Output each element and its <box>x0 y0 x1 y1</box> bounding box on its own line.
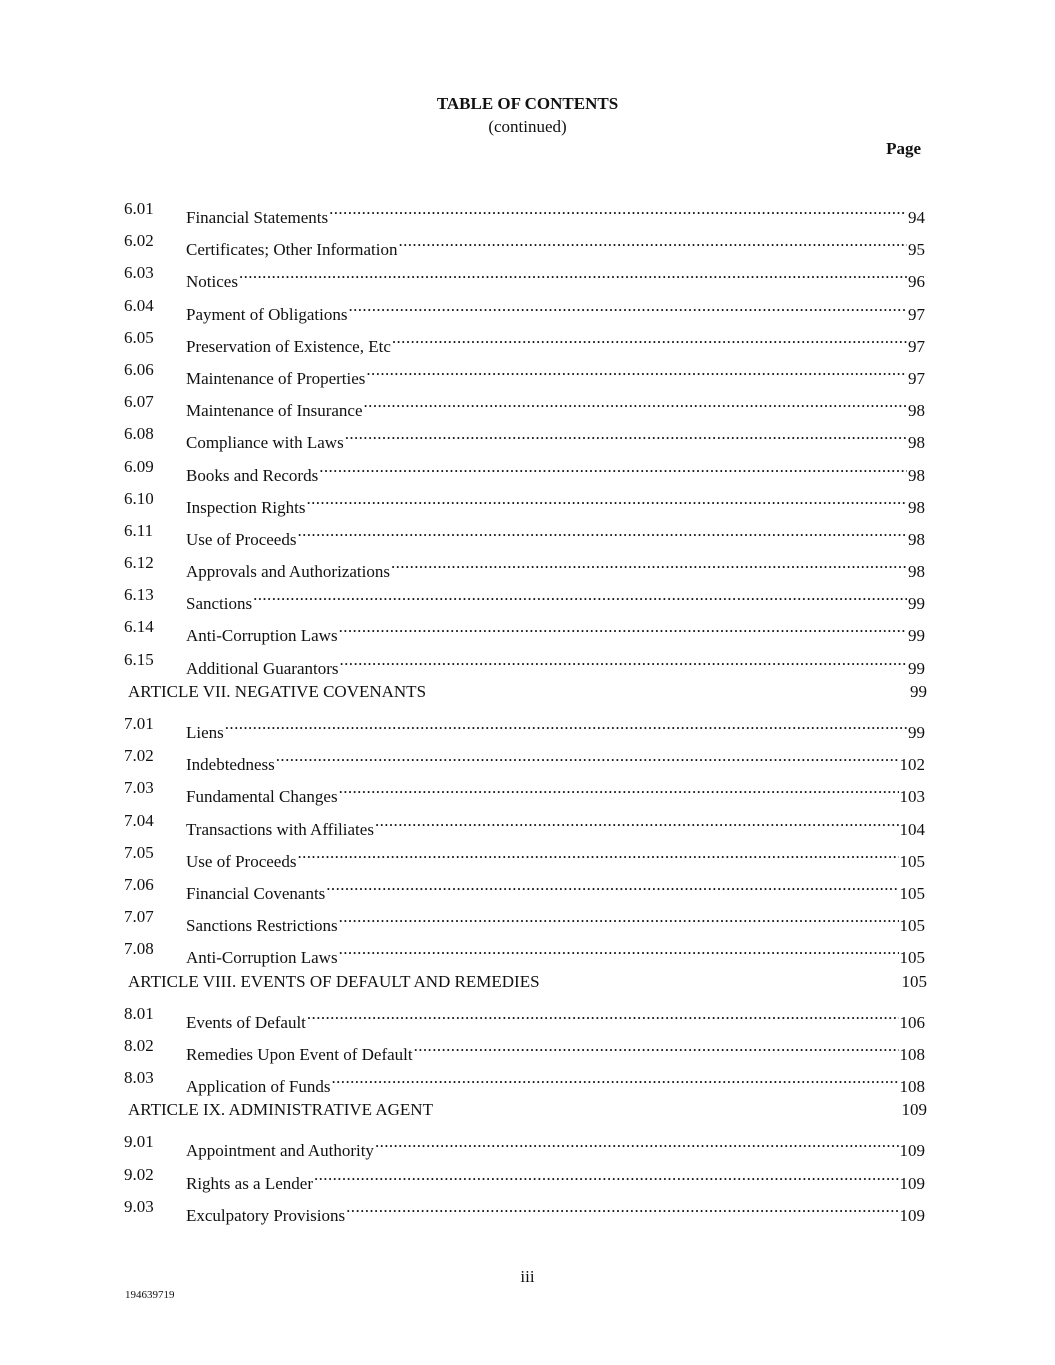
toc-section-page: 98 <box>908 529 925 549</box>
toc-section-number: 6.05 <box>124 327 154 347</box>
toc-section-label: Use of Proceeds <box>186 851 297 871</box>
toc-section-row <box>0 1193 1055 1225</box>
toc-section-number: 6.14 <box>124 617 154 637</box>
toc-section-number: 8.02 <box>124 1035 154 1055</box>
toc-section-label: Preservation of Existence, Etc <box>186 336 391 356</box>
toc-section-number: 6.04 <box>124 295 154 315</box>
toc-section-row <box>0 903 1055 935</box>
toc-section-label: Inspection Rights <box>186 497 306 517</box>
toc-section-page: 99 <box>908 594 925 614</box>
dot-leader <box>238 259 907 287</box>
dot-leader <box>224 710 907 738</box>
toc-section-label: Anti-Corruption Laws <box>186 626 338 646</box>
toc-article-page: 99 <box>910 681 927 701</box>
toc-section-page: 109 <box>899 1173 925 1193</box>
toc-section-number: 6.07 <box>124 392 154 412</box>
toc-section-label: Anti-Corruption Laws <box>186 948 338 968</box>
toc-section-page: 98 <box>908 401 925 421</box>
toc-section-label: Sanctions <box>186 594 253 614</box>
toc-section-page: 105 <box>899 851 925 871</box>
dot-leader <box>344 420 907 448</box>
toc-section-page: 99 <box>908 626 925 646</box>
toc-section-row <box>0 517 1055 549</box>
toc-section-label: Books and Records <box>186 465 319 485</box>
toc-leader <box>186 1193 925 1230</box>
toc-section-number: 6.13 <box>124 585 154 605</box>
toc-section-row <box>0 710 1055 742</box>
toc-section-page: 109 <box>899 1205 925 1225</box>
toc-section-number: 7.07 <box>124 907 154 927</box>
toc-section-label: Fundamental Changes <box>186 787 338 807</box>
page-column-header: Page <box>886 139 921 158</box>
dot-leader <box>306 1000 899 1028</box>
toc-section-number: 6.03 <box>124 263 154 283</box>
toc-section-row <box>0 935 1055 967</box>
toc-section-number: 6.10 <box>124 488 154 508</box>
toc-section-row <box>0 195 1055 227</box>
toc-section-row <box>0 774 1055 806</box>
toc-section-page: 97 <box>908 368 925 388</box>
toc-subtitle: (continued) <box>488 117 567 136</box>
dot-leader <box>338 774 899 802</box>
dot-leader <box>345 1193 898 1221</box>
dot-leader <box>331 1064 899 1092</box>
toc-section-page: 94 <box>908 208 925 227</box>
dot-leader <box>365 356 907 384</box>
toc-section-number: 6.11 <box>124 520 154 540</box>
toc-section-row <box>0 1161 1055 1193</box>
toc-section-page: 109 <box>899 1141 925 1161</box>
toc-section-number: 7.02 <box>124 746 154 766</box>
toc-section-number: 8.01 <box>124 1003 154 1023</box>
toc-section-label: Transactions with Affiliates <box>186 819 374 839</box>
toc-section-row <box>0 388 1055 420</box>
toc-section-number: 6.15 <box>124 649 154 669</box>
toc-section-label: Indebtedness <box>186 755 275 775</box>
toc-section-number: 7.08 <box>124 939 154 959</box>
toc-section-label: Appointment and Authority <box>186 1141 374 1161</box>
toc-section-page: 99 <box>908 723 925 742</box>
dot-leader <box>252 581 907 609</box>
toc-section-row <box>0 871 1055 903</box>
toc-section-page: 98 <box>908 465 925 485</box>
toc-title: TABLE OF CONTENTS <box>436 94 619 113</box>
toc-section-page: 102 <box>899 755 925 775</box>
toc-section-row <box>0 646 1055 678</box>
toc-section-row <box>0 1064 1055 1096</box>
dot-leader <box>374 1128 899 1156</box>
toc-section-page: 98 <box>908 497 925 517</box>
toc-section-label: Certificates; Other Information <box>186 240 398 260</box>
toc-section-label: Maintenance of Insurance <box>186 401 363 421</box>
toc-section-page: 98 <box>908 562 925 582</box>
toc-section-number: 7.06 <box>124 874 154 894</box>
toc-section-page: 97 <box>908 336 925 356</box>
toc-section-row <box>0 1128 1055 1160</box>
toc-section-page: 108 <box>899 1077 925 1097</box>
toc-section-row <box>0 839 1055 871</box>
toc-section-number: 6.06 <box>124 359 154 379</box>
toc-section-page: 104 <box>899 819 925 839</box>
toc-section-page: 105 <box>899 883 925 903</box>
toc-section-row <box>0 613 1055 645</box>
toc-section-page: 99 <box>908 658 925 678</box>
document-id: 194639719 <box>125 1289 175 1301</box>
toc-article-label: ARTICLE VIII. EVENTS OF DEFAULT AND REMEDIES <box>128 971 540 991</box>
toc-section-row <box>0 453 1055 485</box>
toc-article-label: ARTICLE IX. ADMINISTRATIVE AGENT <box>128 1100 433 1120</box>
dot-leader <box>390 549 907 577</box>
dot-leader <box>347 292 907 320</box>
toc-section-row <box>0 292 1055 324</box>
toc-section-row <box>0 227 1055 259</box>
toc-section-number: 7.03 <box>124 778 154 798</box>
toc-section-number: 6.01 <box>124 199 154 218</box>
toc-section-number: 6.02 <box>124 231 154 251</box>
toc-section-label: Use of Proceeds <box>186 529 297 549</box>
toc-section-number: 6.08 <box>124 424 154 444</box>
toc-section-row <box>0 485 1055 517</box>
toc-section-label: Payment of Obligations <box>186 304 348 324</box>
toc-section-number: 8.03 <box>124 1068 154 1088</box>
toc-section-page: 106 <box>899 1012 925 1032</box>
dot-leader <box>313 1161 899 1189</box>
toc-section-row <box>0 581 1055 613</box>
toc-section-row <box>0 1032 1055 1064</box>
toc-section-label: Maintenance of Properties <box>186 368 366 388</box>
toc-section-row <box>0 259 1055 291</box>
toc-section-number: 9.01 <box>124 1132 154 1152</box>
dot-leader <box>275 742 899 770</box>
dot-leader <box>338 903 899 931</box>
toc-section-page: 96 <box>908 272 925 292</box>
toc-article-row <box>0 968 1055 1000</box>
dot-leader <box>296 517 907 545</box>
toc-section-label: Compliance with Laws <box>186 433 344 453</box>
toc-section-number: 9.03 <box>124 1196 154 1216</box>
toc-section-row <box>0 1000 1055 1032</box>
toc-section-label: Additional Guarantors <box>186 658 339 678</box>
toc-article-row <box>0 1096 1055 1128</box>
toc-section-page: 98 <box>908 433 925 453</box>
toc-article-row <box>0 678 1055 710</box>
dot-leader <box>339 646 908 674</box>
dot-leader <box>305 485 907 513</box>
toc-article-label: ARTICLE VII. NEGATIVE COVENANTS <box>128 681 427 701</box>
toc-section-label: Remedies Upon Event of Default <box>186 1044 413 1064</box>
toc-section-row <box>0 549 1055 581</box>
toc-section-page: 105 <box>899 916 925 936</box>
dot-leader <box>374 807 899 835</box>
toc-section-row <box>0 356 1055 388</box>
toc-section-row <box>0 742 1055 774</box>
toc-section-page: 95 <box>908 240 925 260</box>
dot-leader <box>363 388 907 416</box>
toc-list <box>0 195 1055 1225</box>
toc-section-number: 7.04 <box>124 810 154 830</box>
dot-leader <box>391 324 907 352</box>
dot-leader <box>318 453 907 481</box>
toc-section-label: Liens <box>186 723 224 742</box>
toc-article-page: 109 <box>901 1100 927 1120</box>
toc-section-row <box>0 807 1055 839</box>
toc-section-page: 105 <box>899 948 925 968</box>
toc-section-number: 6.12 <box>124 553 154 573</box>
toc-section-number: 6.09 <box>124 456 154 476</box>
toc-section-label: Financial Covenants <box>186 883 326 903</box>
toc-section-page: 103 <box>899 787 925 807</box>
dot-leader <box>296 839 898 867</box>
toc-section-label: Exculpatory Provisions <box>186 1205 346 1225</box>
toc-section-page: 108 <box>899 1044 925 1064</box>
toc-article-page: 105 <box>901 971 927 991</box>
toc-section-number: 7.01 <box>124 714 154 733</box>
toc-section-number: 9.02 <box>124 1164 154 1184</box>
toc-section-label: Sanctions Restrictions <box>186 916 338 936</box>
toc-section-row <box>0 324 1055 356</box>
toc-section-label: Notices <box>186 272 238 292</box>
dot-leader <box>328 195 907 223</box>
dot-leader <box>338 613 907 641</box>
toc-section-label: Rights as a Lender <box>186 1173 313 1193</box>
toc-section-label: Financial Statements <box>186 208 329 227</box>
toc-section-label: Application of Funds <box>186 1077 331 1097</box>
toc-section-label: Approvals and Authorizations <box>186 562 390 582</box>
toc-section-number: 7.05 <box>124 842 154 862</box>
dot-leader <box>325 871 898 899</box>
dot-leader <box>397 227 907 255</box>
toc-section-row <box>0 420 1055 452</box>
dot-leader <box>413 1032 899 1060</box>
dot-leader <box>338 935 899 963</box>
toc-section-page: 97 <box>908 304 925 324</box>
toc-section-label: Events of Default <box>186 1012 306 1032</box>
page-number: iii <box>520 1267 535 1286</box>
